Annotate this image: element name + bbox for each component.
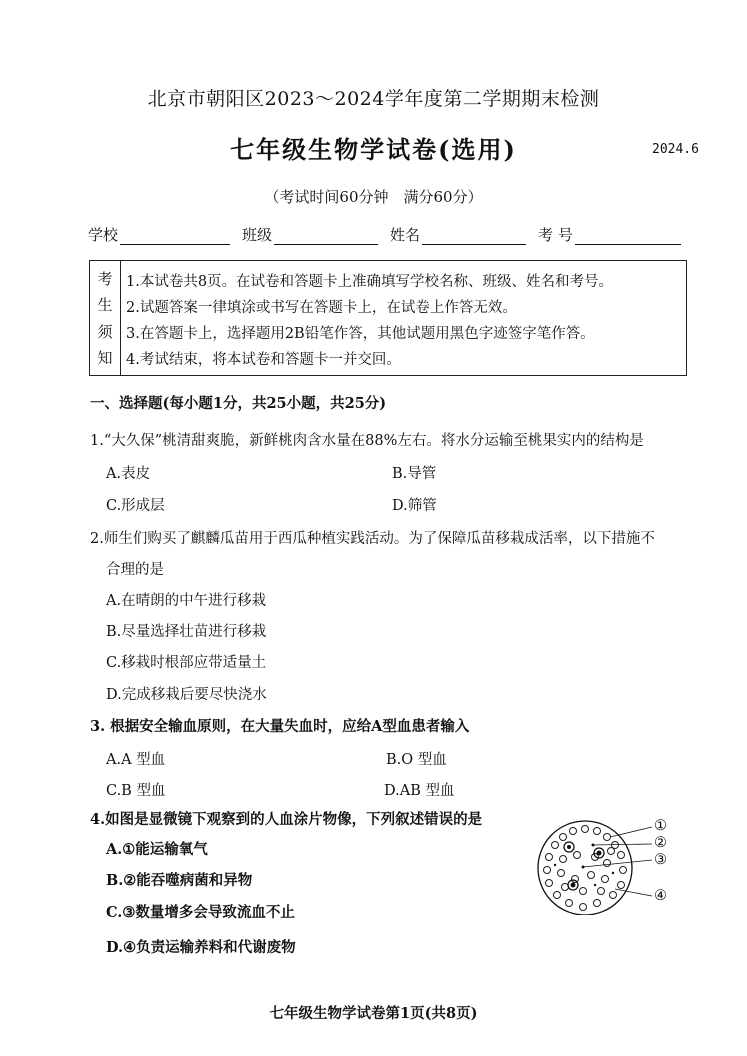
question-2-option-b[interactable]: B.尽量选择壮苗进行移栽 xyxy=(106,624,267,640)
question-1-option-c[interactable]: C.形成层 xyxy=(106,498,165,514)
figure-label-2: ② xyxy=(654,835,667,851)
question-3-option-c[interactable]: C.B 型血 xyxy=(106,783,166,799)
school-blank[interactable] xyxy=(120,228,230,245)
notice-item: 2.试题答案一律填涂或书写在答题卡上，在试卷上作答无效。 xyxy=(126,299,517,316)
exam-date: 2024.6 xyxy=(652,142,699,157)
question-4-option-b[interactable]: B.②能吞噬病菌和异物 xyxy=(106,872,253,889)
class-blank[interactable] xyxy=(274,228,378,245)
name-field[interactable] xyxy=(390,224,526,245)
student-info-fields xyxy=(88,224,698,245)
question-2-stem-cont: 合理的是 xyxy=(106,562,164,578)
question-1-option-d[interactable]: D.筛管 xyxy=(392,498,437,514)
notice-item: 1.本试卷共8页。在试卷和答题卡上准确填写学校名称、班级、姓名和考号。 xyxy=(126,273,614,290)
notice-items xyxy=(121,261,686,375)
school-field[interactable] xyxy=(88,224,230,245)
notice-item: 3.在答题卡上，选择题用2B铅笔作答，其他试题用黑色字迹签字笔作答。 xyxy=(126,325,595,342)
question-4-option-c[interactable]: C.③数量增多会导致流血不止 xyxy=(106,904,295,921)
school-label: 学校 xyxy=(88,226,119,244)
question-4-option-d[interactable]: D.④负责运输养料和代谢废物 xyxy=(106,939,296,956)
notice-item: 4.考试结束，将本试卷和答题卡一并交回。 xyxy=(126,351,401,368)
notice-side-label: 考 生 须 知 xyxy=(90,261,121,375)
question-3-option-b[interactable]: B.O 型血 xyxy=(386,752,447,768)
exam-header: 北京市朝阳区2023～2024学年度第二学期期末检测 xyxy=(147,88,600,110)
question-1-option-a[interactable]: A.表皮 xyxy=(106,466,151,482)
section-title: 一、选择题(每小题1分，共25小题，共25分) xyxy=(90,395,387,412)
figure-label-3: ③ xyxy=(654,852,667,868)
figure-label-4: ④ xyxy=(654,888,667,904)
class-field[interactable] xyxy=(242,224,378,245)
question-1-option-b[interactable]: B.导管 xyxy=(392,466,437,482)
question-2-option-c[interactable]: C.移栽时根部应带适量土 xyxy=(106,655,267,671)
question-3-stem: 3. 根据安全输血原则，在大量失血时，应给A型血患者输入 xyxy=(90,718,470,735)
class-label: 班级 xyxy=(242,226,273,244)
question-2-stem: 2.师生们购买了麒麟瓜苗用于西瓜种植实践活动。为了保障瓜苗移栽成活率，以下措施不 xyxy=(90,531,655,547)
exam-number-label: 考 号 xyxy=(538,226,573,244)
exam-number-blank[interactable] xyxy=(575,228,681,245)
question-2-option-a[interactable]: A.在晴朗的中午进行移栽 xyxy=(106,593,267,609)
exam-info: （考试时间60分钟 满分60分） xyxy=(264,188,483,206)
exam-number-field[interactable] xyxy=(538,224,681,245)
page-title: 七年级生物学试卷(选用) xyxy=(230,135,517,164)
question-4-stem: 4.如图是显微镜下观察到的人血涂片物像，下列叙述错误的是 xyxy=(90,811,483,828)
figure-label-1: ① xyxy=(654,818,667,834)
notice-box xyxy=(89,260,687,376)
page-footer: 七年级生物学试卷第1页(共8页) xyxy=(269,1005,478,1022)
blood-smear-figure xyxy=(535,815,675,915)
question-4-option-a[interactable]: A.①能运输氧气 xyxy=(106,841,208,858)
question-3-option-d[interactable]: D.AB 型血 xyxy=(384,783,455,799)
question-1-stem: 1.“大久保”桃清甜爽脆，新鲜桃肉含水量在88%左右。将水分运输至桃果实内的结构是 xyxy=(90,433,644,449)
question-3-option-a[interactable]: A.A 型血 xyxy=(106,752,166,768)
name-blank[interactable] xyxy=(422,228,526,245)
name-label: 姓名 xyxy=(390,226,421,244)
question-2-option-d[interactable]: D.完成移栽后要尽快浇水 xyxy=(106,687,267,703)
